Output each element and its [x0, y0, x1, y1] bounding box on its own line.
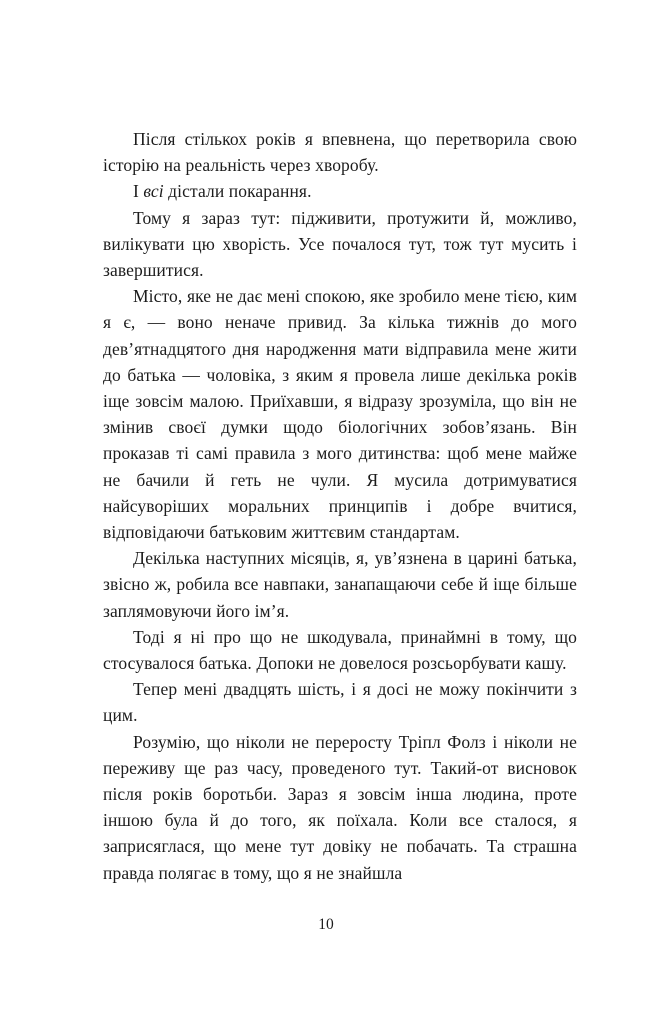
- paragraph: [103, 205, 577, 284]
- paragraph-segment-italic: всі: [143, 181, 164, 202]
- paragraph-segment: Тому я зараз тут: підживити, протужити й, можливо, вилікувати цю хворість. Усе почалося тут, тож тут мусить і завершитися.: [103, 207, 577, 281]
- paragraph-segment: дістали покарання.: [163, 181, 312, 202]
- paragraph: [103, 545, 577, 624]
- paragraph-segment: Тоді я ні про що не шкодувала, принаймні в тому, що стосувалося батька. Допоки не довелося розсьорбувати кашу.: [103, 626, 577, 674]
- paragraph-segment: Місто, яке не дає мені спокою, яке зробило мене тією, ким я є, — воно неначе привид. За кілька тижнів до мого дев’ятнадцятого дня народження мати відправила мене жити до батька — чоловіка, з яким я провела лише декілька років іще зовсім малою. Приїхавши, я відразу зрозуміла, що він не змінив своєї думки щодо біологічних зобов’язань. Він проказав ті самі правила з мого дитинства: щоб мене майже не бачили й геть не чули. Я мусила дотримуватися найсуворіших моральних принципів і добре вчитися, відповідаючи батьковим життєвим стандартам.: [103, 286, 577, 543]
- paragraph-segment: Декілька наступних місяців, я, ув’язнена в царині батька, звісно ж, робила все навпаки, занапащаючи себе й іще більше заплямовуючи його ім’я.: [103, 548, 577, 621]
- paragraph: [103, 283, 577, 545]
- paragraph: [103, 676, 577, 728]
- paragraph-segment: Тепер мені двадцять шість, і я досі не можу покінчити з цим.: [103, 679, 577, 726]
- paragraph: [103, 729, 577, 886]
- paragraph: [103, 126, 577, 178]
- paragraph-segment: Розумію, що ніколи не переросту Тріпл Фолз і ніколи не переживу ще раз часу, проведеного тут. Такий-от висновок після років боротьби. Зараз я зовсім інша людина, проте іншою була й до того, як поїхала. Коли все сталося, я заприсяглася, що мене тут довіку не побачать. Та страшна правда полягає в тому, що я не знайшла: [103, 731, 577, 883]
- paragraph-segment: І: [133, 181, 144, 202]
- paragraph-segment: Після стількох років я впевнена, що перетворила свою історію на реальність через хворобу.: [103, 129, 577, 176]
- paragraph: [103, 178, 577, 204]
- body-text: [103, 126, 577, 886]
- paragraph: [103, 624, 577, 676]
- page-number: 10: [318, 916, 334, 933]
